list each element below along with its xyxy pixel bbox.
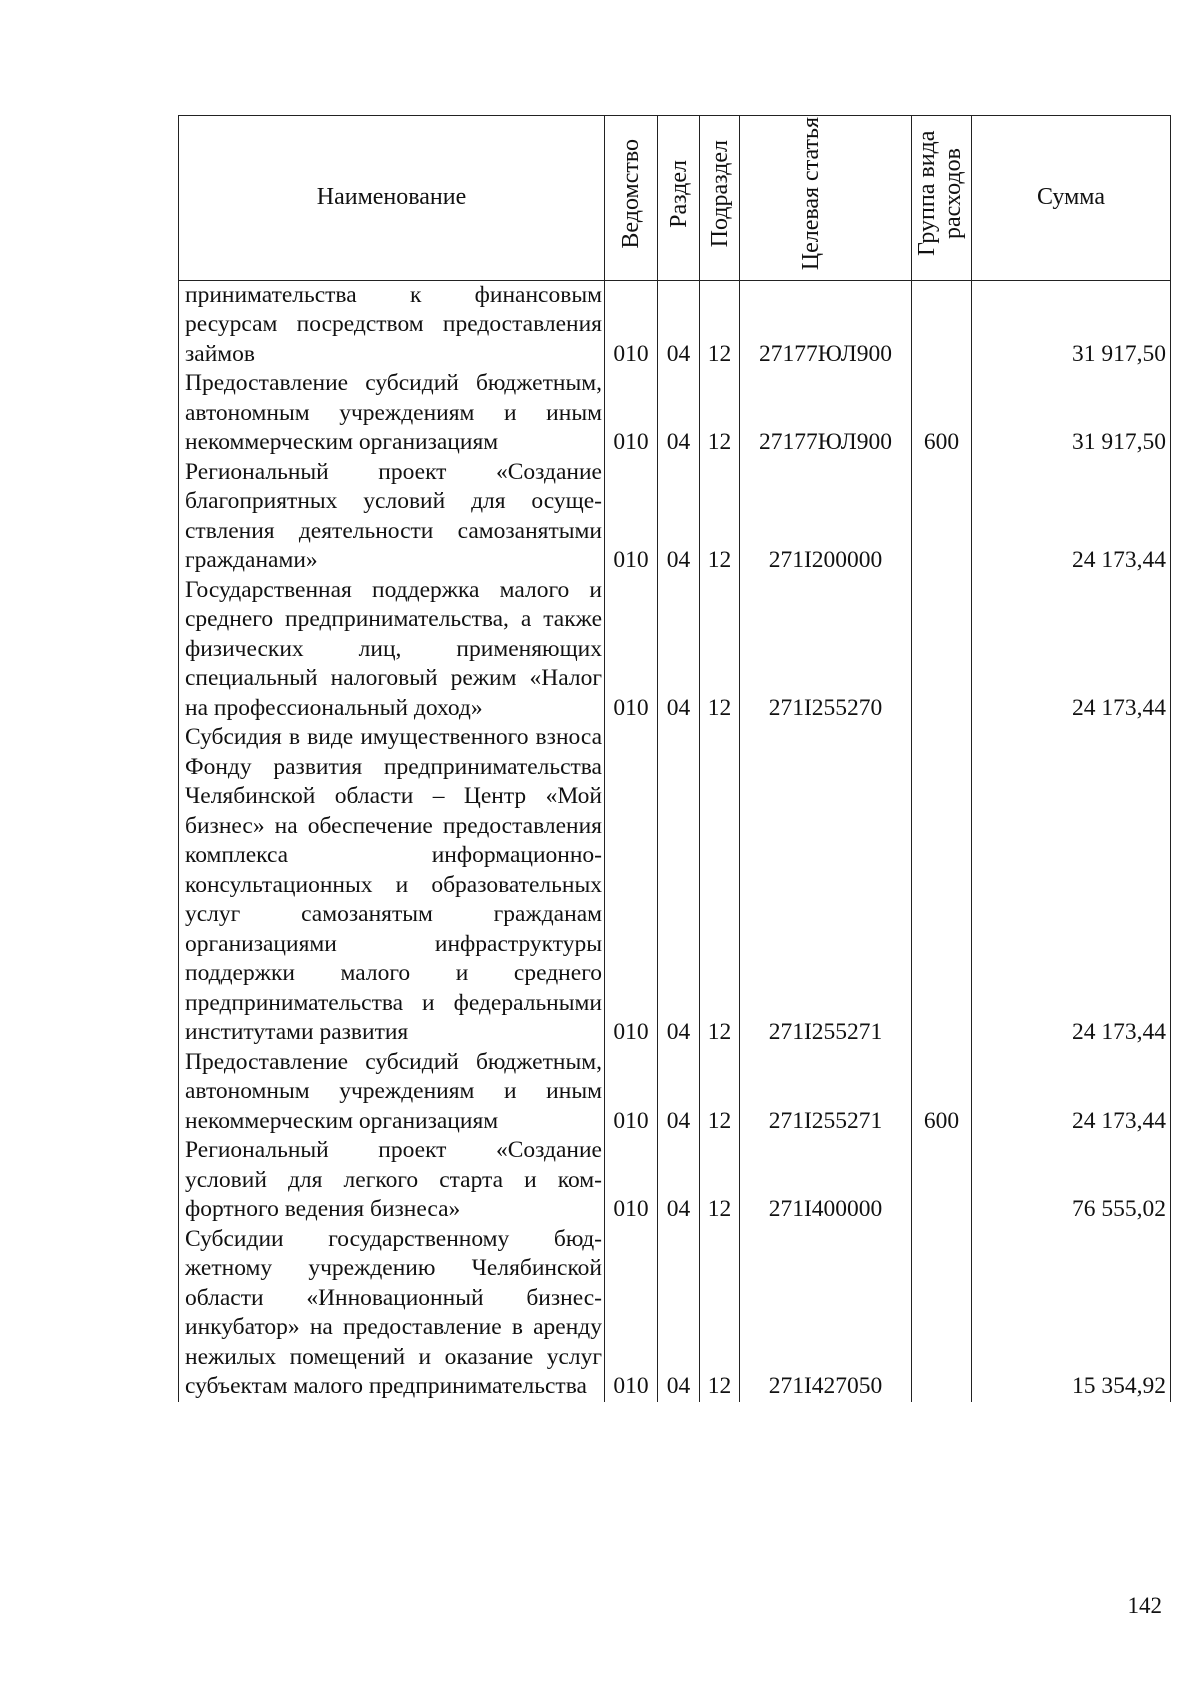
row-name: Субсидия в виде имущественного взноса Фонду развития предпринимательства Челябинской области – Центр «Мой бизнес» на обеспечение предоставления комплекса информационно-консультационных и образовательных услуг самозанятым гражданам организациями инфраструктуры поддержки малого и среднего предпринимательства и федеральными институтами развития	[179, 723, 605, 1048]
row-name: Региональный проект «Создание условий для легкого старта и комфортного ведения бизнеса»	[179, 1136, 605, 1225]
row-name: Предоставление субсидий бюджетным, автономным учреждениям и иным некоммерческим организациям	[179, 1048, 605, 1137]
row-target-article: 27177ЮЛ900	[740, 369, 912, 458]
header-department: Ведомство	[605, 116, 658, 281]
row-section: 04	[658, 723, 700, 1048]
row-amount: 24 173,44	[972, 458, 1171, 576]
row-section: 04	[658, 1136, 700, 1225]
table-row	[179, 576, 1171, 724]
row-expense-group	[912, 1225, 972, 1402]
row-department: 010	[605, 1225, 658, 1402]
header-target-article: Целевая статья	[740, 116, 912, 281]
header-amount: Сумма	[972, 116, 1171, 281]
row-expense-group: 600	[912, 369, 972, 458]
row-section: 04	[658, 280, 700, 369]
row-department: 010	[605, 280, 658, 369]
row-name: Региональный проект «Создание благоприятных условий для осуществления деятельности самозанятыми гражданами»	[179, 458, 605, 576]
row-department: 010	[605, 369, 658, 458]
row-expense-group: 600	[912, 1048, 972, 1137]
row-amount: 76 555,02	[972, 1136, 1171, 1225]
row-amount: 31 917,50	[972, 369, 1171, 458]
row-target-article: 271I200000	[740, 458, 912, 576]
row-amount: 24 173,44	[972, 723, 1171, 1048]
header-expense-group: Группа вида расходов	[912, 116, 972, 281]
row-name: Государственная поддержка малого и среднего предпринимательства, а также физических лиц, применяющих специальный налоговый режим «Налог на профессиональный доход»	[179, 576, 605, 724]
row-section: 04	[658, 1048, 700, 1137]
table-row	[179, 1225, 1171, 1402]
row-target-article: 271I255271	[740, 1048, 912, 1137]
row-target-article: 271I255270	[740, 576, 912, 724]
row-department: 010	[605, 576, 658, 724]
row-name: принимательства к финансовым ресурсам посредством предоставления займов	[179, 280, 605, 369]
header-section: Раздел	[658, 116, 700, 281]
table-body	[179, 280, 1171, 1402]
row-target-article: 271I255271	[740, 723, 912, 1048]
table-row	[179, 1136, 1171, 1225]
row-amount: 24 173,44	[972, 576, 1171, 724]
row-subsection: 12	[700, 458, 740, 576]
table-row	[179, 1048, 1171, 1137]
row-target-article: 271I427050	[740, 1225, 912, 1402]
row-department: 010	[605, 723, 658, 1048]
row-expense-group	[912, 576, 972, 724]
row-section: 04	[658, 458, 700, 576]
row-amount: 15 354,92	[972, 1225, 1171, 1402]
page-number: 142	[1127, 1593, 1162, 1618]
row-subsection: 12	[700, 576, 740, 724]
row-expense-group	[912, 280, 972, 369]
row-amount: 31 917,50	[972, 280, 1171, 369]
header-name: Наименование	[179, 116, 605, 281]
row-target-article: 271I400000	[740, 1136, 912, 1225]
table-row	[179, 723, 1171, 1048]
row-expense-group	[912, 1136, 972, 1225]
row-target-article: 27177ЮЛ900	[740, 280, 912, 369]
row-subsection: 12	[700, 723, 740, 1048]
row-subsection: 12	[700, 1225, 740, 1402]
row-department: 010	[605, 1048, 658, 1137]
row-expense-group	[912, 458, 972, 576]
budget-table	[178, 115, 1171, 1402]
row-subsection: 12	[700, 1136, 740, 1225]
row-amount: 24 173,44	[972, 1048, 1171, 1137]
row-subsection: 12	[700, 369, 740, 458]
row-name: Субсидии государственному бюджетному учреждению Челябинской области «Инновационный бизнес-инкубатор» на предоставление в аренду нежилых помещений и оказание услуг субъектам малого предпринимательства	[179, 1225, 605, 1402]
row-section: 04	[658, 576, 700, 724]
table-row	[179, 280, 1171, 369]
row-subsection: 12	[700, 280, 740, 369]
row-subsection: 12	[700, 1048, 740, 1137]
row-expense-group	[912, 723, 972, 1048]
row-section: 04	[658, 369, 700, 458]
row-department: 010	[605, 1136, 658, 1225]
table-header-row	[179, 116, 1171, 281]
row-department: 010	[605, 458, 658, 576]
row-name: Предоставление субсидий бюджетным, автономным учреждениям и иным некоммерческим организациям	[179, 369, 605, 458]
header-subsection: Подраздел	[700, 116, 740, 281]
row-section: 04	[658, 1225, 700, 1402]
table-row	[179, 458, 1171, 576]
table-row	[179, 369, 1171, 458]
